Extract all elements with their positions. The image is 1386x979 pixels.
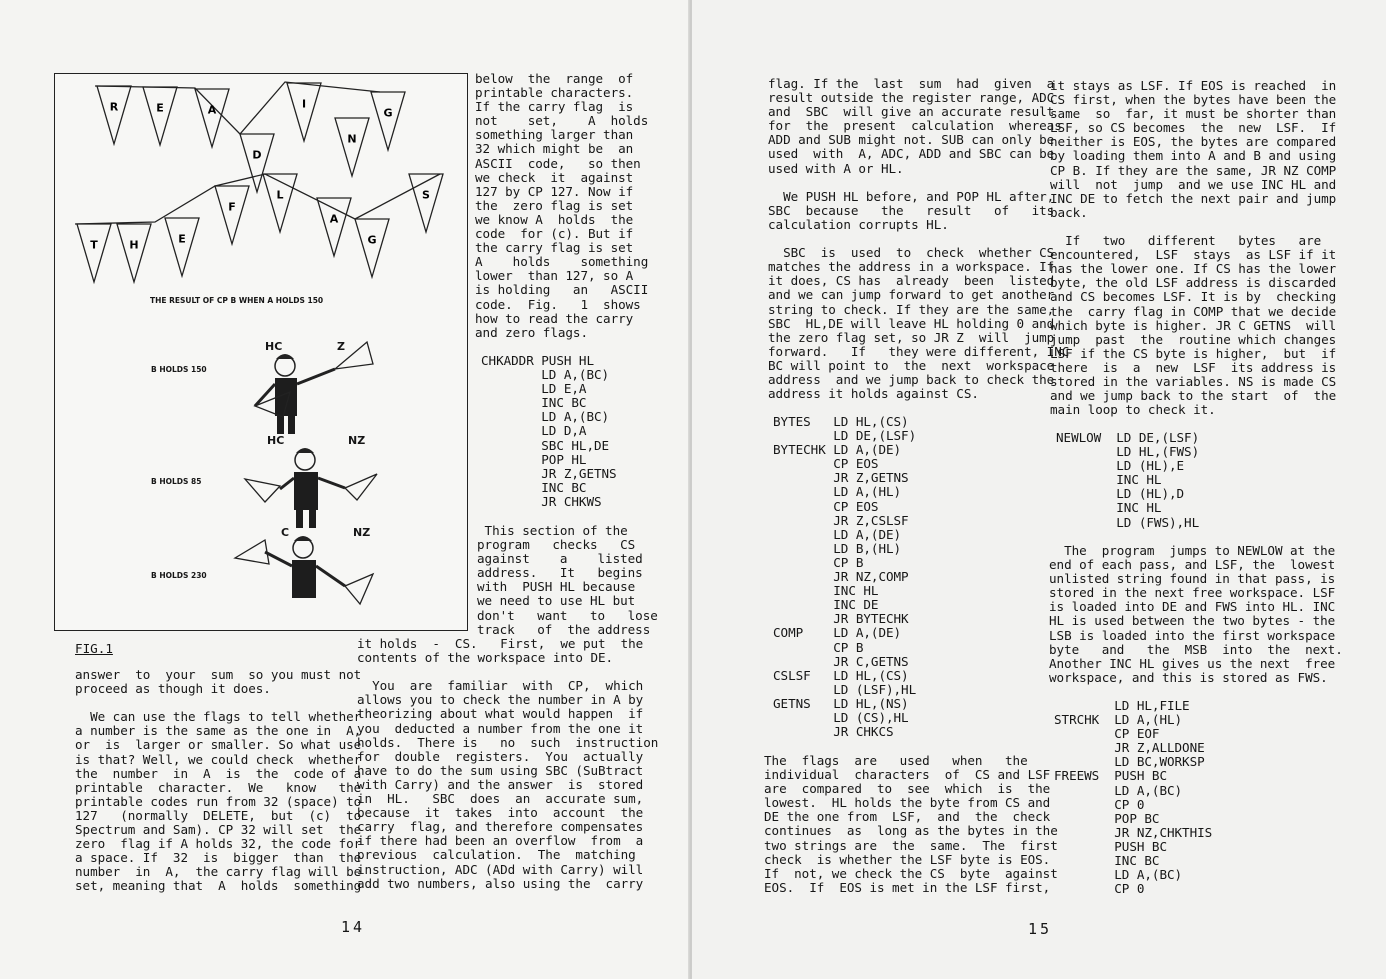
left-page bbox=[0, 0, 690, 979]
b-holds-label: B HOLDS 85 bbox=[151, 477, 202, 486]
code-listing-strchk: LD HL,FILE STRCHK LD A,(HL) CP EOF JR Z,ALLDONE LD BC,WORKSP FREEWS PUSH BC LD A,(BC) CP 0 POP BC JR NZ,CHKTHIS PUSH BC INC BC LD A,(BC) CP 0 bbox=[1054, 698, 1213, 897]
bunting-top-pennant bbox=[240, 134, 274, 192]
flag-label-left: HC bbox=[265, 340, 283, 353]
code-listing-newlow: NEWLOW LD DE,(LSF) LD HL,(FWS) LD (HL),E INC HL LD (HL),D INC HL LD (FWS),HL bbox=[1056, 430, 1200, 530]
bunting-bottom-pennant-letter: G bbox=[367, 233, 377, 247]
bunting-bottom-pennant bbox=[355, 219, 389, 277]
bunting-top-pennant-letter: D bbox=[252, 148, 262, 162]
figure-1 bbox=[54, 73, 468, 631]
bunting-top-pennant-letter: A bbox=[207, 103, 217, 117]
bunting-bottom-pennant-letter: L bbox=[276, 188, 284, 202]
bunting-top-pennant-letter: N bbox=[347, 132, 357, 146]
bunting-top-pennant-letter: E bbox=[156, 101, 164, 115]
bunting-bottom-pennant-letter: E bbox=[178, 232, 186, 246]
b-holds-label: B HOLDS 230 bbox=[151, 571, 207, 580]
bunting-bottom-pennant bbox=[77, 224, 111, 282]
text-column-2: it stays as LSF. If EOS is reached in CS first, when the bytes have been the same so far, it must be shorter than LSF, so CS becomes the new LSF. If neither is EOS, the bytes are compared by loading them into A and B and using CP B. If they are the same, JR NZ COMP will not jump and we use INC HL and INC DE to fetch the next pair and jump back. If two different bytes are encountered, LSF stays as LSF if it has the lower one. If CS has the lower byte, the old LSF address is discarded and CS becomes LSF. It is by checking the carry flag in COMP that we decide which byte is higher. JR C GETNS will jump past the routine which changes LSF if the CS byte is higher, but if there is a new LSF its address is stored in the variables. NS is made CS and we jump back to the start of the main loop to check it. bbox=[1050, 78, 1337, 418]
page-number: 15 bbox=[1028, 920, 1053, 938]
bunting-top-pennant bbox=[335, 118, 369, 176]
bunting-top-pennant bbox=[143, 87, 177, 145]
bunting-bottom-pennant bbox=[317, 198, 351, 256]
text-column-2-mid: The program jumps to NEWLOW at the end of each pass, and LSF, the lowest unlisted string found in that pass, is stored in the next free workspace. LSF is loaded into DE and FWS into HL. INC HL is used between the two bytes - the LSB is loaded into the first workspace byte and the MSB into the next. Another INC HL gives us the next free workspace, and this is stored as FWS. bbox=[1049, 543, 1343, 685]
bunting-top-pennant-letter: R bbox=[109, 100, 119, 114]
text-column-1: flag. If the last sum had given a result outside the register range, ADC and SBC will give an accurate result for the present calculation whereas ADD and SUB might not. SUB can only be used with A, ADC, ADD and SBC can be used with A or HL. We PUSH HL before, and POP HL after, SBC because the result of its calculation corrupts HL. SBC is used to check whether CS matches the address in a workspace. If it does, CS has already been listed and we can jump forward to get another string to check. If they are the same, SBC HL,DE will leave HL holding 0 and the zero flag set, so JR Z will jump forward. If they were different, INC BC will point to the next workspace address and we jump back to check the address it holds against CS. bbox=[768, 76, 1070, 402]
bunting-top-pennant bbox=[371, 92, 405, 150]
figure-person-3 bbox=[235, 536, 373, 604]
figure-caption: THE RESULT OF CP B WHEN A HOLDS 150 bbox=[150, 296, 324, 305]
text-column-right-top: below the range of printable characters. If the carry flag is not set, A holds something larger than 32 which might be an ASCII code, so then we check it against 127 by CP 127. Now if the zero flag is set we know A holds the code for (c). But if the carry flag is set A holds something lower than 127, so A is holding an ASCII code. Fig. 1 shows how to read the carry and zero flags. bbox=[475, 71, 649, 340]
bunting-top-pennant bbox=[97, 86, 131, 144]
bunting-top-pennant-letter: G bbox=[383, 106, 393, 120]
bunting-bottom-pennant bbox=[409, 174, 443, 232]
bunting-bottom bbox=[77, 174, 443, 282]
bunting-bottom-pennant-letter: S bbox=[422, 188, 430, 202]
bunting-bottom-pennant-letter: T bbox=[90, 238, 98, 252]
text-column-wide: it holds - CS. First, we put the contents of the workspace into DE. You are familiar with CP, which allows you to check the number in A by theorizing about what would happen if you deducted a number from the one it holds. There is no such instruction for double registers. You actually have to do the sum using SBC (SuBtract with Carry) and the answer is stored in HL. SBC does an accurate sum, because it takes into account the carry flag, and therefore compensates if there had been an overflow from a previous calculation. The matching instruction, ADC (ADd with Carry) will add two numbers, also using the carry bbox=[357, 636, 659, 891]
flag-figure-illustration bbox=[55, 74, 467, 630]
bunting-top-pennant bbox=[287, 83, 321, 141]
code-listing-bytes: BYTES LD HL,(CS) LD DE,(LSF) BYTECHK LD A,(DE) CP EOS JR Z,GETNS LD A,(HL) CP EOS JR Z,CSLSF LD A,(DE) LD B,(HL) CP B JR NZ,COMP INC HL INC DE JR BYTECHK COMP LD A,(DE) CP B JR C,GETNS CSLSF LD HL,(CS) LD (LSF),HL GETNS LD HL,(NS) LD (CS),HL JR CHKCS bbox=[773, 414, 917, 740]
figure-reference-link: FIG.1 bbox=[75, 641, 113, 656]
figure-person-1 bbox=[255, 342, 373, 434]
bunting-bottom-pennant bbox=[263, 174, 297, 232]
code-listing-chkaddr: CHKADDR PUSH HL LD A,(BC) LD E,A INC BC LD A,(BC) LD D,A SBC HL,DE POP HL JR Z,GETNS INC BC JR CHKWS bbox=[481, 353, 617, 509]
flag-label-right: NZ bbox=[348, 434, 366, 447]
b-holds-label: B HOLDS 150 bbox=[151, 365, 207, 374]
bunting-top bbox=[97, 83, 405, 192]
flag-label-left: HC bbox=[267, 434, 285, 447]
flag-label-left: C bbox=[281, 526, 290, 539]
text-column-left: answer to your sum so you must not proceed as though it does. We can use the flags to tell whether a number is the same as the one in A, or is larger or smaller. So what use is that? Well, we could check whether the number in A is the code of a printable character. We know the printable codes run from 32 (space) to 127 (normally DELETE, but (c) to Spectrum and Sam). CP 32 will set the zero flag if A holds 32, the code for a space. If 32 is bigger than the number in A, the carry flag will be set, meaning that A holds something bbox=[75, 667, 362, 894]
text-column-right-mid: This section of the program checks CS against a listed address. It begins with PUSH HL because we need to use HL but don't want to lose track of the address bbox=[477, 523, 658, 637]
flag-label-right: Z bbox=[337, 340, 345, 353]
bunting-top-pennant-letter: I bbox=[301, 97, 307, 111]
bunting-bottom-pennant bbox=[117, 224, 151, 282]
right-page bbox=[692, 0, 1386, 979]
figure-person-2 bbox=[245, 448, 377, 528]
page-number: 14 bbox=[341, 918, 366, 936]
bunting-bottom-pennant-letter: F bbox=[228, 200, 236, 214]
text-column-1-bottom: The flags are used when the individual characters of CS and LSF are compared to see which is the lowest. HL holds the byte from CS and DE the one from LSF, and the check continues as long as the bytes in the two strings are the same. The first check is whether the LSF byte is EOS. If not, we check the CS byte against EOS. If EOS is met in the LSF first, bbox=[764, 753, 1058, 895]
bunting-bottom-pennant-letter: A bbox=[329, 212, 339, 226]
bunting-bottom-pennant bbox=[165, 218, 199, 276]
bunting-bottom-pennant-letter: H bbox=[129, 238, 139, 252]
flag-label-right: NZ bbox=[353, 526, 371, 539]
bunting-bottom-pennant bbox=[215, 186, 249, 244]
